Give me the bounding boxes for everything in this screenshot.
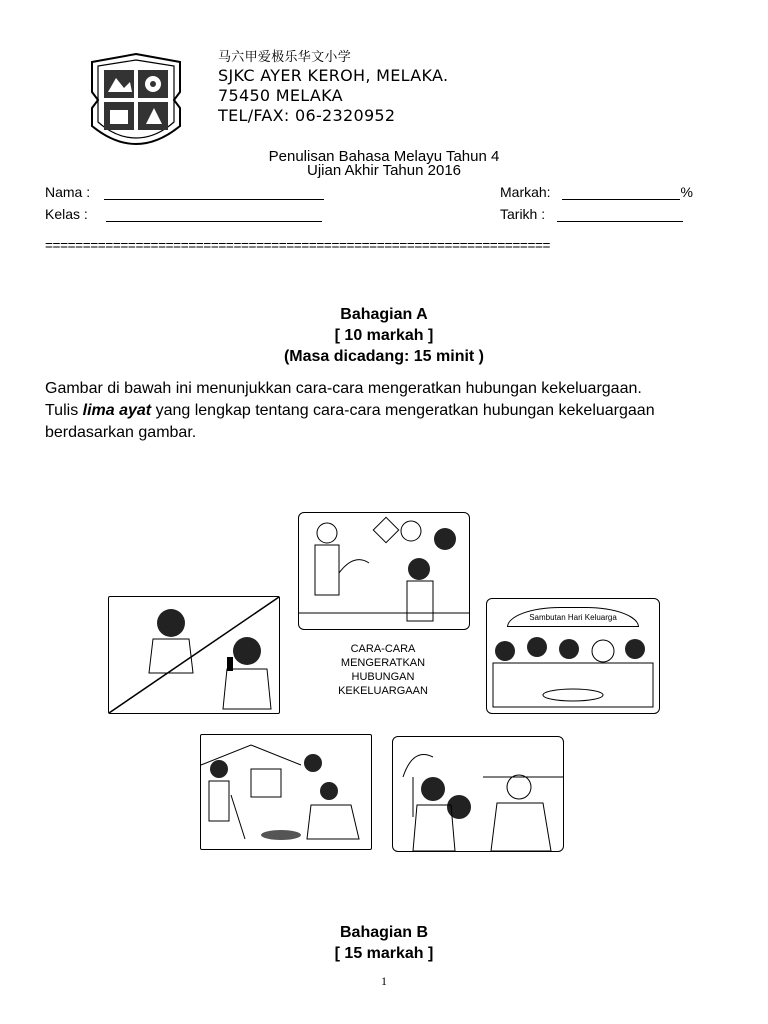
- panel-family-day: [486, 598, 660, 714]
- section-a-time: (Masa dicadang: 15 minit ): [283, 348, 485, 365]
- school-city: 75450 MELAKA: [218, 86, 343, 105]
- section-a-marks: [ 10 markah ]: [334, 327, 434, 344]
- kelas-label: Kelas :: [45, 206, 88, 222]
- kelas-blank[interactable]: [106, 207, 322, 222]
- nama-field: [45, 184, 324, 200]
- markah-blank[interactable]: [562, 185, 680, 200]
- center-text-line-1: CARA-CARA: [350, 643, 416, 655]
- instruction-line-2: [45, 400, 735, 422]
- instruction-line-2-end: yang lengkap tentang cara-cara mengeratkan hubungan kekeluargaan: [151, 402, 655, 419]
- instruction-line-1: Gambar di bawah ini menunjukkan cara-cara mengeratkan hubungan kekeluargaan.: [45, 380, 642, 397]
- center-text-line-2: MENGERATKAN: [340, 657, 426, 669]
- illustration-center-text: [308, 642, 458, 698]
- instruction-emphasis: lima ayat: [82, 402, 152, 419]
- panel-cleaning-together: [200, 734, 372, 850]
- section-a-title: Bahagian A: [340, 306, 428, 323]
- instruction-line-3: berdasarkan gambar.: [45, 424, 197, 441]
- school-info: [218, 50, 448, 126]
- markah-label: Markah:: [500, 184, 551, 200]
- section-b-marks: [ 15 markah ]: [334, 945, 434, 962]
- panel-phone-call: [108, 596, 280, 714]
- school-name-chinese: 马六甲爱极乐华文小学: [218, 50, 352, 65]
- school-telfax: TEL/FAX: 06-2320952: [218, 106, 396, 125]
- kelas-field: [45, 206, 322, 222]
- school-name: SJKC AYER KEROH, MELAKA.: [218, 66, 449, 85]
- instruction-line-2-start: Tulis: [45, 402, 83, 419]
- panel-family-celebration: [298, 512, 470, 630]
- page-number: 1: [381, 974, 387, 988]
- center-text-line-3: HUBUNGAN: [351, 671, 415, 683]
- nama-blank[interactable]: [104, 185, 324, 200]
- separator-line: ===================================================================: [45, 238, 551, 253]
- paper-exam: Ujian Akhir Tahun 2016: [307, 162, 461, 179]
- section-a-heading: [0, 304, 768, 367]
- section-b-title: Bahagian B: [339, 924, 428, 941]
- nama-label: Nama :: [45, 184, 91, 200]
- percent-sign: %: [680, 184, 693, 200]
- section-b-heading: [0, 922, 768, 964]
- tarikh-field: [500, 206, 683, 222]
- center-text-line-4: KEKELUARGAAN: [338, 685, 428, 697]
- family-illustration: [108, 508, 668, 858]
- panel-family-outing: [392, 736, 564, 852]
- school-crest-logo: [88, 52, 184, 146]
- family-day-banner-text: Sambutan Hari Keluarga: [529, 613, 617, 622]
- tarikh-label: Tarikh :: [500, 206, 546, 222]
- tarikh-blank[interactable]: [557, 207, 683, 222]
- markah-field: [500, 184, 693, 200]
- paper-subject: Penulisan Bahasa Melayu Tahun 4: [268, 148, 500, 165]
- section-a-instructions: [45, 378, 735, 444]
